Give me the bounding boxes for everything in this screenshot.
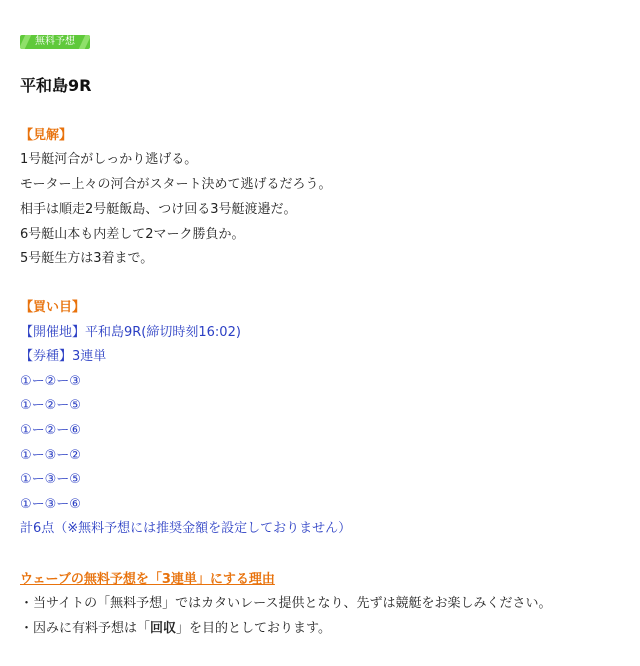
free-prediction-badge xyxy=(20,35,90,49)
picks-heading: 【買い目】 xyxy=(20,300,86,315)
opinion-heading: 【見解】 xyxy=(20,128,73,143)
picks-combo: ①ー③ー② xyxy=(20,448,81,463)
reason-line-2-emphasis: 回収 xyxy=(150,621,177,636)
reason-line-2 xyxy=(20,619,331,639)
opinion-line: 相手は順走2号艇飯島、つけ回る3号艇渡邉だ。 xyxy=(20,202,297,217)
page-title: 平和島9R xyxy=(20,76,92,95)
reason-line-2-suffix: 」を目的としております。 xyxy=(176,621,331,636)
opinion-line: モーター上々の河合がスタート決めて逃げるだろう。 xyxy=(20,177,332,192)
opinion-line: 6号艇山本も内差して2マーク勝負か。 xyxy=(20,227,245,242)
opinion-line: 5号艇生方は3着まで。 xyxy=(20,251,154,266)
badge-stripe-left xyxy=(20,35,31,49)
reason-heading: ウェーブの無料予想を「3連単」にする理由 xyxy=(20,572,275,587)
picks-total: 計6点（※無料予想には推奨金額を設定しておりません） xyxy=(20,521,352,536)
reason-line-2-prefix: ・因みに有料予想は「 xyxy=(20,621,151,636)
badge-stripe-right xyxy=(79,35,90,49)
picks-combo: ①ー③ー⑥ xyxy=(20,497,81,512)
picks-venue: 【開催地】平和島9R(締切時刻16:02) xyxy=(20,325,241,340)
picks-bet-type: 【券種】3連単 xyxy=(20,349,107,364)
picks-combo: ①ー②ー⑤ xyxy=(20,398,81,413)
opinion-line: 1号艇河合がしっかり逃げる。 xyxy=(20,152,198,167)
reason-line-1: ・当サイトの「無料予想」ではカタいレース提供となり、先ずは競艇をお楽しみください。 xyxy=(20,596,552,611)
picks-combo: ①ー②ー⑥ xyxy=(20,423,81,438)
picks-combo: ①ー②ー③ xyxy=(20,374,81,389)
picks-combo: ①ー③ー⑤ xyxy=(20,472,81,487)
badge-label: 無料予想 xyxy=(35,36,75,47)
